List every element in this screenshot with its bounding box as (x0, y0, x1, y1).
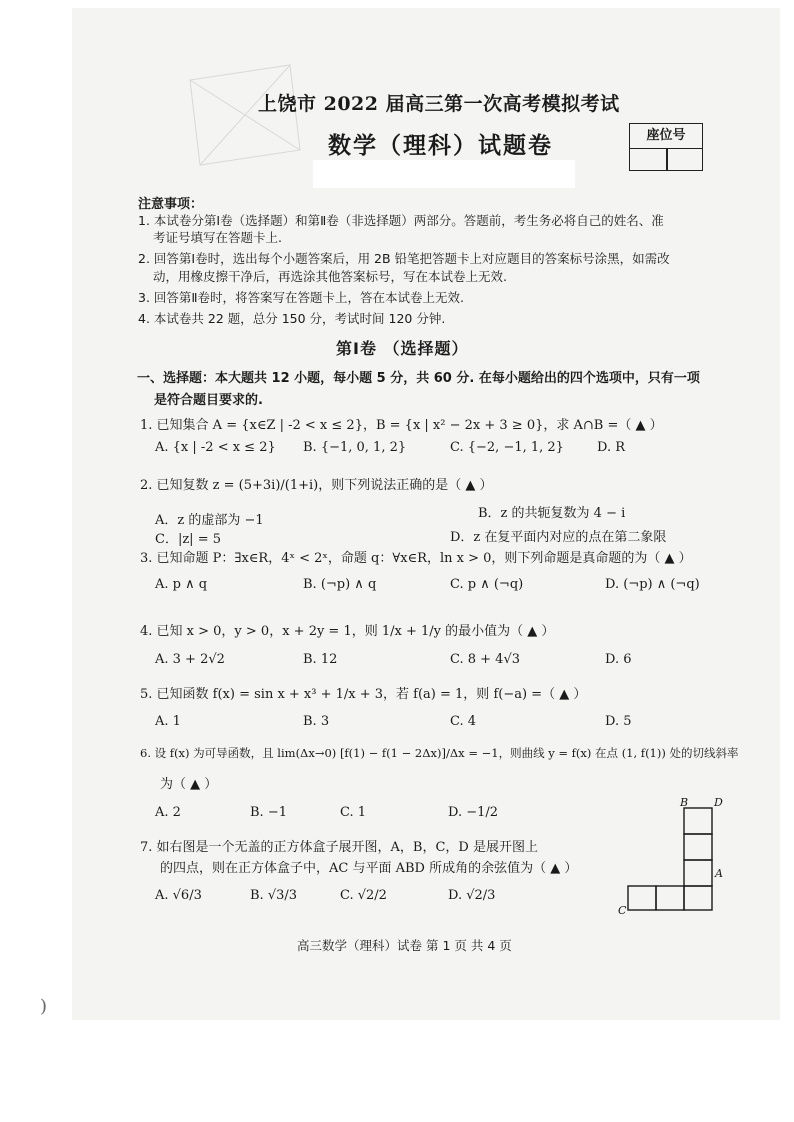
question-2: 2. 已知复数 z = (5+3i)/(1+i)，则下列说法正确的是（ ▲ ） (140, 478, 493, 493)
q4-option-a: A. 3 + 2√2 (155, 652, 225, 667)
section-heading-cont: 是符合题目要求的. (154, 393, 263, 408)
question-5: 5. 已知函数 f(x) = sin x + x³ + 1/x + 3，若 f(a) = 1，则 f(−a) =（ ▲ ） (140, 687, 587, 702)
question-3: 3. 已知命题 P：∃x∈R，4ˣ < 2ˣ，命题 q：∀x∈R，ln x > 0，则下列命题是真命题的为（ ▲ ） (140, 551, 692, 566)
label-c: C (618, 904, 627, 916)
notes-heading: 注意事项： (138, 197, 204, 212)
page-footer: 高三数学（理科）试卷 第 1 页 共 4 页 (297, 938, 512, 953)
question-7: 7. 如右图是一个无盖的正方体盒子展开图，A，B，C，D 是展开图上 (140, 840, 538, 855)
label-a: A (715, 867, 723, 880)
q2-option-b: B．z 的共轭复数为 4 − i (478, 506, 626, 521)
q1-option-c: C. {−2, −1, 1, 2} (450, 440, 564, 455)
q3-option-c: C. p ∧ (¬q) (450, 577, 524, 592)
exam-title: 上饶市 2022 届高三第一次高考模拟考试 (258, 93, 620, 115)
seat-label: 座位号 (630, 124, 702, 149)
note-line: 考证号填写在答题卡上. (153, 230, 282, 245)
cube-net-figure (612, 796, 736, 916)
q4-option-c: C. 8 + 4√3 (450, 652, 521, 667)
label-d: D (714, 796, 723, 809)
section-heading: 一、选择题：本大题共 12 小题，每小题 5 分，共 60 分. 在每小题给出的四个选项中，只有一项 (137, 371, 700, 386)
seat-number-box (629, 123, 703, 171)
part-title: 第Ⅰ卷 （选择题） (336, 339, 469, 358)
q2-option-d: D．z 在复平面内对应的点在第二象限 (450, 530, 667, 545)
note-line: 3. 回答第Ⅱ卷时，将答案写在答题卡上，答在本试卷上无效. (138, 290, 465, 305)
note-line: 4. 本试卷共 22 题，总分 150 分，考试时间 120 分钟. (138, 311, 446, 326)
q7-option-c: C. √2/2 (340, 888, 387, 903)
q6-option-d: D. −1/2 (448, 805, 499, 820)
q7-option-a: A. √6/3 (155, 888, 202, 903)
q6-option-b: B. −1 (250, 805, 287, 820)
q5-option-c: C. 4 (450, 714, 477, 729)
note-line: 2. 回答第Ⅰ卷时，选出每个小题答案后，用 2B 铅笔把答题卡上对应题目的答案标号涂黑，如需改 (138, 251, 670, 266)
q3-option-a: A. p ∧ q (155, 577, 208, 592)
q6-option-c: C. 1 (340, 805, 367, 820)
redacted-area (313, 160, 575, 188)
q3-option-b: B. (¬p) ∧ q (303, 577, 377, 592)
note-line: 动，用橡皮擦干净后，再选涂其他答案标号，写在本试卷上无效. (153, 269, 507, 284)
q5-option-b: B. 3 (303, 714, 330, 729)
q5-option-d: D. 5 (605, 714, 632, 729)
q1-option-b: B. {−1, 0, 1, 2} (303, 440, 407, 455)
q5-option-a: A. 1 (155, 714, 181, 729)
question-1: 1. 已知集合 A = {x∈Z | -2 < x ≤ 2}，B = {x | x² − 2x + 3 ≥ 0}，求 A∩B =（ ▲ ） (140, 418, 663, 433)
q4-option-d: D. 6 (605, 652, 632, 667)
q1-option-d: D. R (597, 440, 626, 455)
q2-option-a: A．z 的虚部为 −1 (155, 513, 264, 528)
question-7-cont: 的四点，则在正方体盒子中，AC 与平面 ABD 所成角的余弦值为（ ▲ ） (160, 861, 578, 876)
question-4: 4. 已知 x > 0，y > 0，x + 2y = 1，则 1/x + 1/y 的最小值为（ ▲ ） (140, 624, 555, 639)
q1-option-a: A. {x | -2 < x ≤ 2} (155, 440, 276, 455)
question-6-cont: 为（ ▲ ） (160, 777, 218, 792)
question-6: 6. 设 f(x) 为可导函数，且 lim(Δx→0) [f(1) − f(1 − 2Δx)]/Δx = −1，则曲线 y = f(x) 在点 (1, f(1)) 处的切线斜率 (140, 746, 739, 760)
label-b: B (680, 796, 689, 809)
q2-option-c: C．|z| = 5 (155, 532, 221, 547)
q7-option-d: D. √2/3 (448, 888, 496, 903)
q7-option-b: B. √3/3 (250, 888, 298, 903)
note-line: 1. 本试卷分第Ⅰ卷（选择题）和第Ⅱ卷（非选择题）两部分。答题前，考生务必将自己的姓名、准 (138, 213, 664, 228)
q6-option-a: A. 2 (155, 805, 181, 820)
q3-option-d: D. (¬p) ∧ (¬q) (605, 577, 700, 592)
scan-edge-mark: ) (40, 996, 48, 1017)
q4-option-b: B. 12 (303, 652, 338, 667)
exam-subtitle: 数学（理科）试题卷 (328, 132, 553, 159)
